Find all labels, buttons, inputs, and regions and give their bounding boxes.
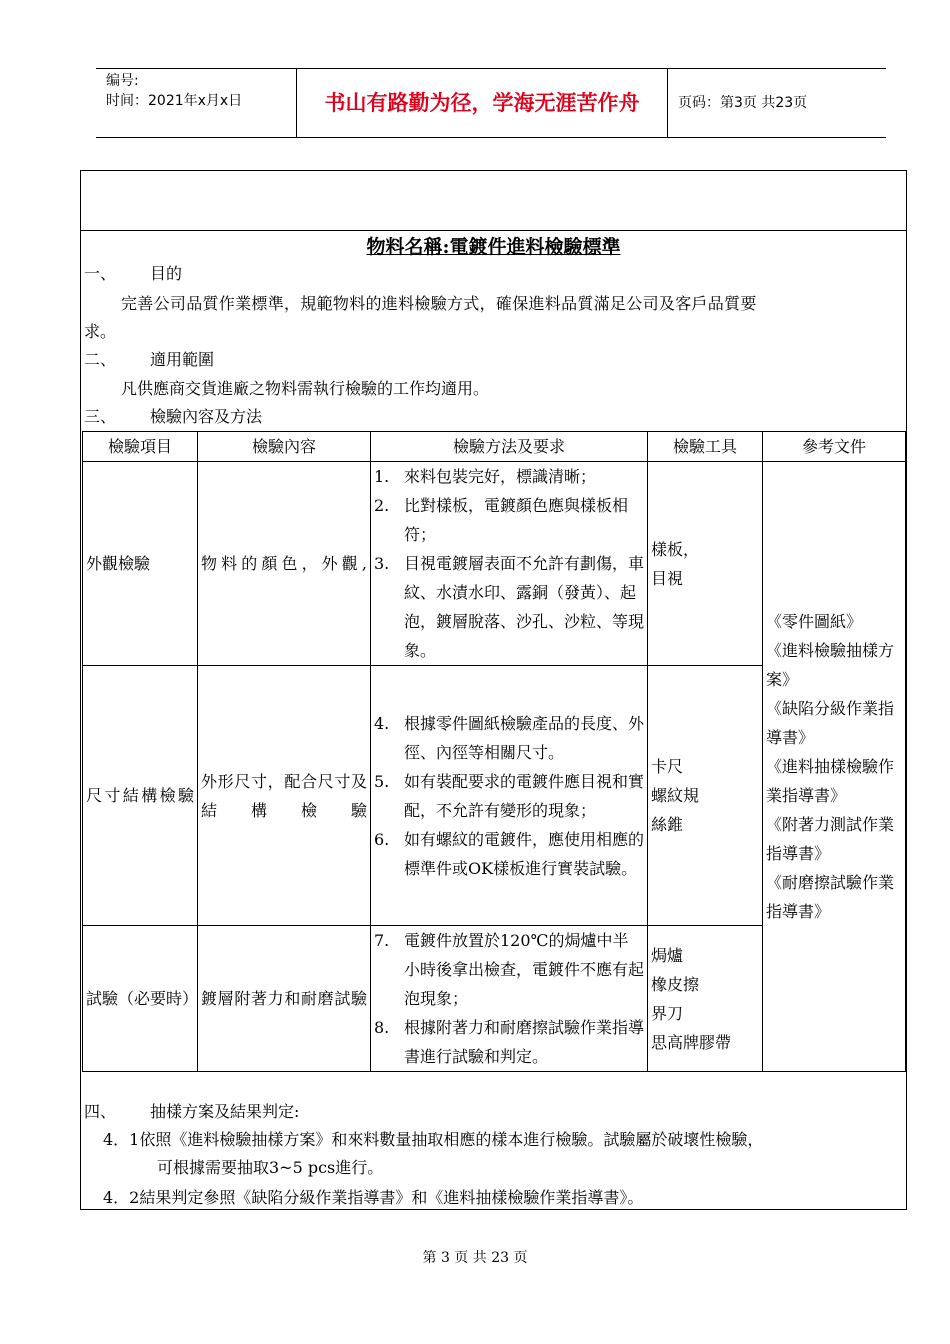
cell-method	[371, 666, 648, 926]
ref-item: 《耐磨擦試驗作業指導書》	[766, 873, 895, 921]
cell-item: 尺寸結構檢驗	[83, 666, 198, 926]
section-2-number: 二、	[84, 350, 117, 369]
frame-divider	[81, 230, 906, 231]
section-1-title: 目的	[150, 264, 183, 283]
tool-item: 卡尺	[651, 757, 684, 776]
cell-method	[371, 926, 648, 1072]
tool-item: 樣板，	[651, 539, 700, 559]
tool-item: 焗爐	[651, 945, 684, 965]
cell-content: 鍍層附著力和耐磨試驗	[198, 926, 371, 1072]
cell-tools	[648, 462, 763, 666]
tool-item: 橡皮擦	[651, 974, 700, 994]
requirement-list	[374, 709, 644, 883]
requirement-item: 5. 如有裝配要求的電鍍件應目視和實配，不允許有變形的現象；	[374, 771, 645, 820]
cell-item: 試驗（必要時）	[83, 926, 198, 1072]
section-3-title: 檢驗內容及方法	[150, 407, 263, 426]
cell-refs	[763, 462, 906, 1072]
ref-item: 《進料抽樣檢驗作業指導書》	[766, 757, 895, 805]
section-1-number: 一、	[84, 264, 117, 283]
section-4-2-text: 4．2結果判定參照《缺陷分級作業指導書》和《進料抽樣檢驗作業指導書》。	[103, 1188, 644, 1207]
tool-item: 界刀	[651, 1003, 684, 1023]
section-4-1-text: 4．1依照《進料檢驗抽樣方案》和來料數量抽取相應的樣本進行檢驗。試驗屬於破壞性檢驗，	[103, 1130, 764, 1149]
table-row	[83, 462, 906, 666]
header-tools: 檢驗工具	[648, 432, 763, 462]
section-2-title: 適用範圍	[150, 350, 215, 369]
section-3-number: 三、	[84, 407, 117, 426]
cell-tools	[648, 926, 763, 1072]
section-4-1-text-cont: 可根據需要抽取3~5 pcs進行。	[157, 1158, 384, 1177]
requirement-list	[374, 926, 644, 1071]
requirement-item: 1. 來料包裝完好，標識清晰；	[374, 467, 597, 486]
header-method: 檢驗方法及要求	[371, 432, 648, 462]
cell-content: 物料的顏色，外觀,	[198, 462, 371, 666]
table-header-row	[83, 432, 906, 462]
requirement-item: 7. 電鍍件放置於120℃的焗爐中半小時後拿出檢查，電鍍件不應有起泡現象；	[374, 931, 645, 1008]
header-meta	[96, 69, 296, 137]
requirement-item: 8. 根據附著力和耐磨擦試驗作業指導書進行試驗和判定。	[374, 1018, 645, 1066]
section-4-number: 四、	[84, 1102, 117, 1121]
header-page-label: 页码：第3页 共23页	[678, 95, 808, 111]
tool-item: 思高牌膠帶	[651, 1032, 732, 1052]
header-motto: 书山有路勤为径，学海无涯苦作舟	[296, 69, 668, 137]
requirement-list	[374, 462, 644, 665]
ref-item: 《零件圖紙》	[766, 612, 863, 631]
tool-item: 目視	[651, 568, 684, 588]
inspection-table	[82, 431, 906, 1072]
tool-item: 絲錐	[651, 815, 684, 834]
ref-item: 《附著力測試作業指導書》	[766, 815, 895, 863]
requirement-item: 3. 目視電鍍層表面不允許有劃傷，車紋、水漬水印、露銅（發黃）、起泡，鍍層脫落、沙孔、沙粒、等現象。	[374, 554, 645, 660]
page-header	[96, 68, 886, 138]
header-content: 檢驗內容	[198, 432, 371, 462]
document-title: 物料名稱:電鍍件進料檢驗標準	[366, 236, 621, 258]
section-1-text-cont: 求。	[84, 322, 117, 341]
section-4-title: 抽樣方案及結果判定:	[150, 1102, 300, 1121]
header-item: 檢驗項目	[83, 432, 198, 462]
serial-label: 编号:	[106, 73, 139, 89]
cell-tools	[648, 666, 763, 926]
cell-method	[371, 462, 648, 666]
time-label: 时间：2021年x月x日	[106, 93, 243, 109]
cell-content: 外形尺寸，配合尺寸及結構檢驗	[198, 666, 371, 926]
section-1-text: 完善公司品質作業標準，規範物料的進料檢驗方式，確保進料品質滿足公司及客戶品質要	[121, 294, 757, 313]
requirement-item: 2. 比對樣板，電鍍顏色應與樣板相符；	[374, 496, 629, 544]
page-footer: 第 3 页 共 23 页	[422, 1250, 528, 1266]
header-refs: 參考文件	[763, 432, 906, 462]
ref-item: 《進料檢驗抽樣方案》	[766, 641, 895, 689]
cell-item: 外觀檢驗	[83, 462, 198, 666]
section-2-text: 凡供應商交貨進廠之物料需執行檢驗的工作均適用。	[121, 379, 490, 398]
tool-item: 螺紋規	[651, 786, 700, 805]
ref-item: 《缺陷分級作業指導書》	[766, 699, 895, 747]
requirement-item: 4. 根據零件圖紙檢驗產品的長度、外徑、內徑等相關尺寸。	[374, 713, 645, 762]
requirement-item: 6. 如有螺紋的電鍍件，應使用相應的標準件或OK樣板進行實裝試驗。	[374, 829, 645, 878]
